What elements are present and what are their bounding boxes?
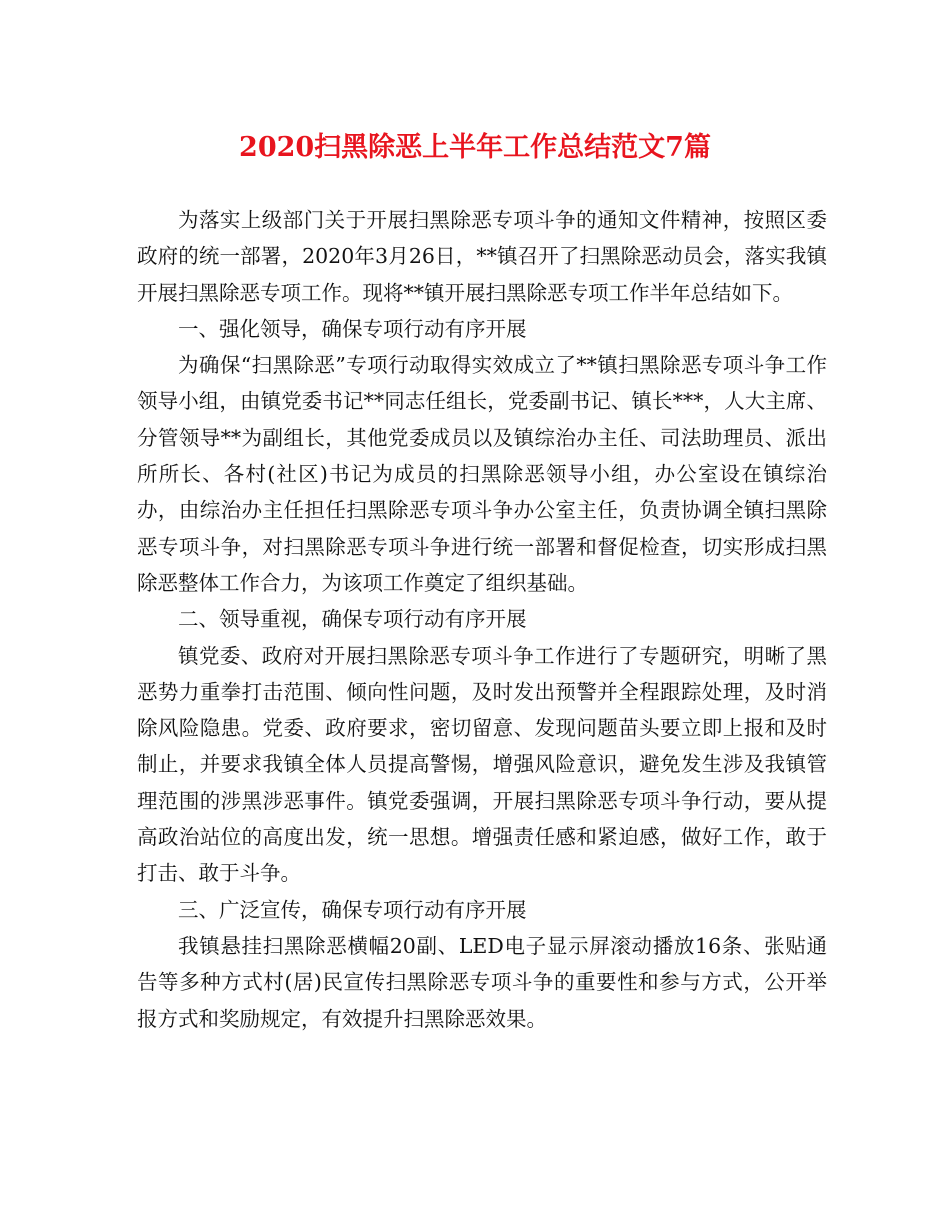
paragraph-intro: 为落实上级部门关于开展扫黑除恶专项斗争的通知文件精神，按照区委政府的统一部署，2020年3月26日，**镇召开了扫黑除恶动员会，落实我镇开展扫黑除恶专项工作。现将**镇开展扫黑除恶专项工作半年总结如下。 bbox=[137, 208, 827, 305]
document-title: 2020扫黑除恶上半年工作总结范文7篇 bbox=[239, 132, 711, 163]
section-heading-1: 一、强化领导，确保专项行动有序开展 bbox=[178, 316, 527, 341]
paragraph-section-3: 我镇悬挂扫黑除恶横幅20副、LED电子显示屏滚动播放16条、张贴通告等多种方式村(居)民宣传扫黑除恶专项斗争的重要性和参与方式，公开举报方式和奖励规定，有效提升扫黑除恶效果。 bbox=[137, 933, 827, 1031]
section-heading-2: 二、领导重视，确保专项行动有序开展 bbox=[178, 607, 527, 632]
document-body bbox=[137, 202, 827, 1037]
paragraph-section-2: 镇党委、政府对开展扫黑除恶专项斗争工作进行了专题研究，明晰了黑恶势力重拳打击范围、倾向性问题，及时发出预警并全程跟踪处理，及时消除风险隐患。党委、政府要求，密切留意、发现问题苗头要立即上报和及时制止，并要求我镇全体人员提高警惕，增强风险意识，避免发生涉及我镇管理范围的涉黑涉恶事件。镇党委强调，开展扫黑除恶专项斗争行动，要从提高政治站位的高度出发，统一思想。增强责任感和紧迫感，做好工作，敢于打击、敢于斗争。 bbox=[137, 643, 827, 886]
paragraph-section-1: 为确保“扫黑除恶”专项行动取得实效成立了**镇扫黑除恶专项斗争工作领导小组，由镇党委书记**同志任组长，党委副书记、镇长***，人大主席、分管领导**为副组长，其他党委成员以及镇综治办主任、司法助理员、派出所所长、各村(社区)书记为成员的扫黑除恶领导小组，办公室设在镇综治办，由综治办主任担任扫黑除恶专项斗争办公室主任，负责协调全镇扫黑除恶专项斗争，对扫黑除恶专项斗争进行统一部署和督促检查，切实形成扫黑除恶整体工作合力，为该项工作奠定了组织基础。 bbox=[137, 353, 827, 595]
section-heading-3: 三、广泛宣传，确保专项行动有序开展 bbox=[178, 897, 527, 922]
